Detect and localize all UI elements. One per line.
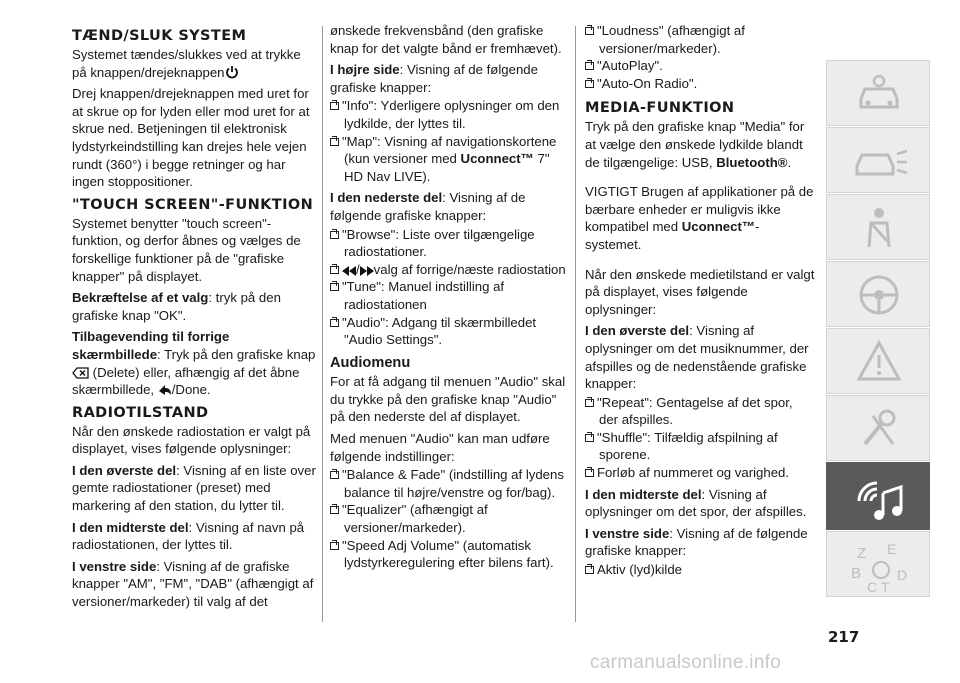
- paragraph-audio-settings: Med menuen "Audio" kan man udføre følgende indstillinger:: [330, 431, 550, 464]
- seek-forward-icon: [360, 266, 374, 276]
- bullet-icon: [585, 469, 594, 477]
- index-letter-z: Z: [857, 545, 867, 562]
- tab-warning-triangle[interactable]: [826, 328, 930, 394]
- list-item-autoplay: "AutoPlay".: [585, 57, 815, 75]
- paragraph-radio-right: I højre side: Visning af de følgende grafiske knapper:: [330, 62, 538, 95]
- list-item-loudness: "Loudness" (afhængigt af versioner/markeder).: [585, 22, 815, 57]
- alphabet-index-icon: [853, 540, 913, 596]
- tab-airbag-seatbelt[interactable]: [826, 194, 930, 260]
- column-1: [72, 22, 318, 615]
- list-item-balance: "Balance & Fade" (indstilling af lydens balance til højre/venstre og for/bag).: [330, 466, 566, 501]
- tab-car-dashboard[interactable]: [826, 60, 930, 126]
- column-divider-2: [575, 26, 576, 622]
- bullet-icon: [330, 266, 339, 274]
- bullet-icon: [330, 471, 339, 479]
- paragraph-band-continued: ønskede frekvensbånd (den grafiske knap for det valgte bånd er fremhævet).: [330, 23, 562, 56]
- page-number: 217: [828, 628, 860, 646]
- bullet-icon: [585, 399, 594, 407]
- paragraph-radio-middle: I den midterste del: Visning af navn på radiostationen, der lyttes til.: [72, 519, 305, 553]
- list-item-info: "Info": Yderligere oplysninger om den lydkilde, der lyttes til.: [330, 97, 566, 132]
- paragraph-media: Tryk på den grafiske knap "Media" for at vælge den ønskede lydkilde blandt de tilgængelige: USB, Bluetooth®.: [585, 119, 805, 170]
- bullet-icon: [330, 506, 339, 514]
- bullet-icon: [585, 566, 594, 574]
- index-letter-d: D: [897, 567, 908, 583]
- paragraph-radio-bottom: I den nederste del: Visning af de følgende grafiske knapper:: [330, 190, 526, 223]
- column-divider-1: [322, 26, 323, 622]
- seek-back-icon: [342, 266, 356, 276]
- bullet-icon: [585, 27, 594, 35]
- index-letter-c: C: [867, 579, 878, 595]
- list-item-seek: / valg af forrige/næste radiostation: [330, 261, 566, 279]
- list-item-repeat: "Repeat": Gentagelse af det spor, der afspilles.: [585, 394, 815, 429]
- bullet-icon: [330, 542, 339, 550]
- index-letter-t: T: [881, 579, 890, 595]
- return-arrow-icon: [158, 384, 172, 396]
- list-item-audio: "Audio": Adgang til skærmbilledet "Audio Settings".: [330, 314, 566, 349]
- paragraph-audio-access: For at få adgang til menuen "Audio" skal du trykke på den grafiske knap "Audio" på den nederste del af displayet.: [330, 374, 566, 425]
- list-item-browse: "Browse": Liste over tilgængelige radiostationer.: [330, 226, 566, 261]
- bullet-icon: [585, 434, 594, 442]
- car-lights-icon: [853, 136, 909, 186]
- heading-audiomenu: Audiomenu: [330, 354, 411, 371]
- tab-steering-wheel[interactable]: [826, 261, 930, 327]
- list-item-progress: Forløb af nummeret og varighed.: [585, 464, 815, 482]
- heading-media: MEDIA-FUNKTION: [585, 100, 735, 117]
- tab-car-lights[interactable]: [826, 127, 930, 193]
- list-item-map: "Map": Visning af navigationskortene (kun versioner med Uconnect™ 7" HD Nav LIVE).: [330, 133, 566, 186]
- bullet-icon: [330, 231, 339, 239]
- airbag-seatbelt-icon: [853, 203, 905, 253]
- bullet-icon: [330, 102, 339, 110]
- paragraph-back: Tilbagevending til forrige skærmbillede: Tryk på den grafiske knap (Delete) eller, afhængig af det åbne skærmbillede, /Done.: [72, 329, 316, 398]
- paragraph-media-left: I venstre side: Visning af de følgende grafiske knapper:: [585, 525, 808, 559]
- paragraph-radio: Når den ønskede radiostation er valgt på displayet, vises følgende oplysninger:: [72, 423, 311, 457]
- paragraph-media-top: I den øverste del: Visning af oplysninger om det musiknummer, der afspilles og de nedenstående grafiske knapper:: [585, 323, 809, 392]
- paragraph-media-middle: I den midterste del: Visning af oplysninger om det spor, der afspilles.: [585, 486, 807, 520]
- tools-icon: [853, 404, 905, 454]
- bullet-icon: [330, 283, 339, 291]
- steering-wheel-icon: [853, 270, 905, 320]
- delete-icon: [72, 367, 89, 379]
- paragraph-media-source: Når den ønskede medietilstand er valgt på displayet, vises følgende oplysninger:: [585, 266, 815, 317]
- paragraph-touch: Systemet benytter "touch screen"-funktion, og derfor åbnes og vælges de forskellige funktioner på de "grafiske knapper" på displayet.: [72, 215, 301, 284]
- bullet-icon: [330, 319, 339, 327]
- warning-triangle-icon: [853, 337, 905, 387]
- list-item-shuffle: "Shuffle": Tilfældig afspilning af sporene.: [585, 429, 815, 464]
- paragraph-on-off: Systemet tændes/slukkes ved at trykke på knappen/drejeknappen: [72, 47, 301, 80]
- multimedia-icon: [853, 471, 909, 525]
- index-letter-e: E: [887, 541, 897, 557]
- heading-touch-screen: "TOUCH SCREEN"-FUNKTION: [72, 196, 314, 213]
- tab-multimedia[interactable]: [826, 462, 930, 530]
- column-2: [330, 22, 566, 572]
- paragraph-important: VIGTIGT Brugen af applikationer på de bærbare enheder er muligvis ikke kompatibel med Uconnect™-systemet.: [585, 184, 814, 252]
- index-letter-b: B: [851, 565, 862, 582]
- list-item-equalizer: "Equalizer" (afhængigt af versioner/markeder).: [330, 501, 566, 536]
- list-item-speed-volume: "Speed Adj Volume" (automatisk lydstyrkeregulering efter bilens fart).: [330, 537, 566, 572]
- paragraph-confirm: Bekræftelse af et valg: tryk på den grafiske knap "OK".: [72, 290, 281, 323]
- list-item-active-source: Aktiv (lyd)kilde: [585, 561, 815, 579]
- paragraph-radio-top: I den øverste del: Visning af en liste over gemte radiostationer (preset) med markering af den station, du lytter til.: [72, 462, 316, 514]
- tab-alphabet-index[interactable]: [826, 531, 930, 597]
- bullet-icon: [585, 80, 594, 88]
- heading-on-off-system: TÆND/SLUK SYSTEM: [72, 28, 247, 44]
- power-icon: [225, 65, 239, 79]
- list-item-auto-on-radio: "Auto-On Radio".: [585, 75, 815, 93]
- column-3: [585, 22, 815, 579]
- heading-radio: RADIOTILSTAND: [72, 404, 209, 421]
- watermark: carmanualsonline.info: [590, 652, 782, 673]
- car-dashboard-icon: [853, 69, 905, 119]
- bullet-icon: [330, 138, 339, 146]
- list-item-tune: "Tune": Manuel indstilling af radiostationen: [330, 278, 566, 313]
- paragraph-volume: Drej knappen/drejeknappen med uret for at skrue op for lyden eller mod uret for at skrue ned. Betjeningen til elektronisk lydstyrkeindstilling kan drejes hele vejen rundt (360°) i begge retninger og har ingen stoppositioner.: [72, 86, 310, 190]
- bullet-icon: [585, 62, 594, 70]
- paragraph-radio-left: I venstre side: Visning af de grafiske knapper "AM", "FM", "DAB" (afhængigt af versioner/markeder) til valg af det: [72, 558, 314, 610]
- tab-tools[interactable]: [826, 395, 930, 461]
